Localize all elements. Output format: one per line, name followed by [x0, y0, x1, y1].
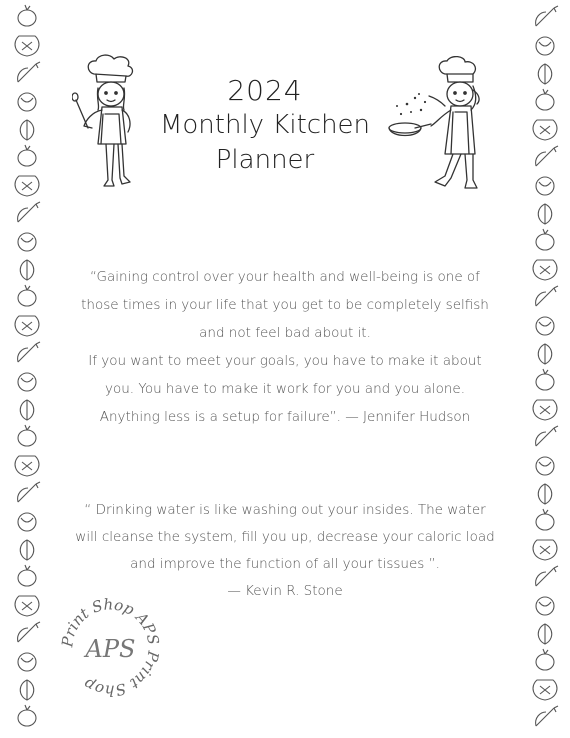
carrot-icon [536, 146, 558, 166]
quote-kevin-stone [70, 497, 500, 605]
aps-print-shop-seal-icon [58, 595, 163, 700]
tomato-icon [18, 705, 36, 726]
pineapple-icon [15, 456, 39, 476]
carrot-icon [536, 566, 558, 586]
pineapple-icon [15, 316, 39, 336]
tomato-icon [536, 229, 554, 250]
quote-line: you. You have to make it work for you and you alone. [104, 381, 466, 397]
cabbage-icon [18, 93, 36, 111]
tomato-icon [18, 145, 36, 166]
quote-line: “ Drinking water is like washing out your insides. The water [84, 502, 486, 518]
quote-line: will cleanse the system, fill you up, decrease your caloric load [75, 529, 495, 545]
carrot-icon [18, 622, 40, 642]
pineapple-icon [533, 260, 557, 280]
quote-line: If you want to meet your goals, you have to make it about [88, 353, 482, 369]
cabbage-icon [18, 513, 36, 531]
title-line-2: Planner [215, 145, 315, 175]
quote-line: those times in your life that you get to be completely selfish [81, 297, 489, 313]
tomato-icon [18, 425, 36, 446]
title-line-1: Monthly Kitchen [159, 110, 371, 140]
pepper-icon [538, 484, 552, 504]
vegetable-border-left-icon [4, 0, 50, 738]
quote-line: Anything less is a setup for failure”. — Jennifer Hudson [99, 409, 471, 425]
pepper-icon [20, 540, 34, 560]
tomato-icon [18, 5, 36, 26]
quote-line: “Gaining control over your health and well-being is one of [90, 269, 480, 285]
title-year: 2024 [227, 74, 303, 107]
quote-author: — Kevin R. Stone [227, 583, 343, 599]
pepper-icon [20, 680, 34, 700]
pepper-icon [20, 400, 34, 420]
carrot-icon [18, 202, 40, 222]
pineapple-icon [15, 36, 39, 56]
pepper-icon [538, 64, 552, 84]
cabbage-icon [18, 373, 36, 391]
carrot-icon [18, 62, 40, 82]
chef-girl-icon [72, 52, 150, 194]
cabbage-icon [536, 597, 554, 615]
pineapple-icon [15, 176, 39, 196]
tomato-icon [536, 649, 554, 670]
quote-line: and not feel bad about it. [199, 325, 371, 341]
quote-jennifer-hudson [70, 263, 500, 431]
tomato-icon [18, 285, 36, 306]
cabbage-icon [18, 653, 36, 671]
carrot-icon [18, 482, 40, 502]
seal-center-text: APS [85, 635, 136, 663]
cabbage-icon [536, 37, 554, 55]
carrot-icon [536, 706, 558, 726]
pepper-icon [538, 624, 552, 644]
tomato-icon [536, 89, 554, 110]
cabbage-icon [536, 177, 554, 195]
chef-boy-with-pan-icon [385, 56, 490, 194]
cabbage-icon [536, 457, 554, 475]
tomato-icon [18, 565, 36, 586]
carrot-icon [536, 426, 558, 446]
vegetable-border-right-icon [522, 0, 568, 738]
pepper-icon [538, 204, 552, 224]
carrot-icon [536, 286, 558, 306]
tomato-icon [536, 509, 554, 530]
carrot-icon [536, 6, 558, 26]
pepper-icon [20, 260, 34, 280]
pepper-icon [20, 120, 34, 140]
pineapple-icon [15, 596, 39, 616]
carrot-icon [18, 342, 40, 362]
pineapple-icon [533, 120, 557, 140]
pineapple-icon [533, 680, 557, 700]
quote-line: and improve the function of all your tissues ”. [130, 556, 440, 572]
tomato-icon [536, 369, 554, 390]
seal-ring-text: Print Shop APS Print Shop [58, 595, 163, 700]
pineapple-icon [533, 400, 557, 420]
cabbage-icon [18, 233, 36, 251]
cabbage-icon [536, 317, 554, 335]
pineapple-icon [533, 540, 557, 560]
pepper-icon [538, 344, 552, 364]
